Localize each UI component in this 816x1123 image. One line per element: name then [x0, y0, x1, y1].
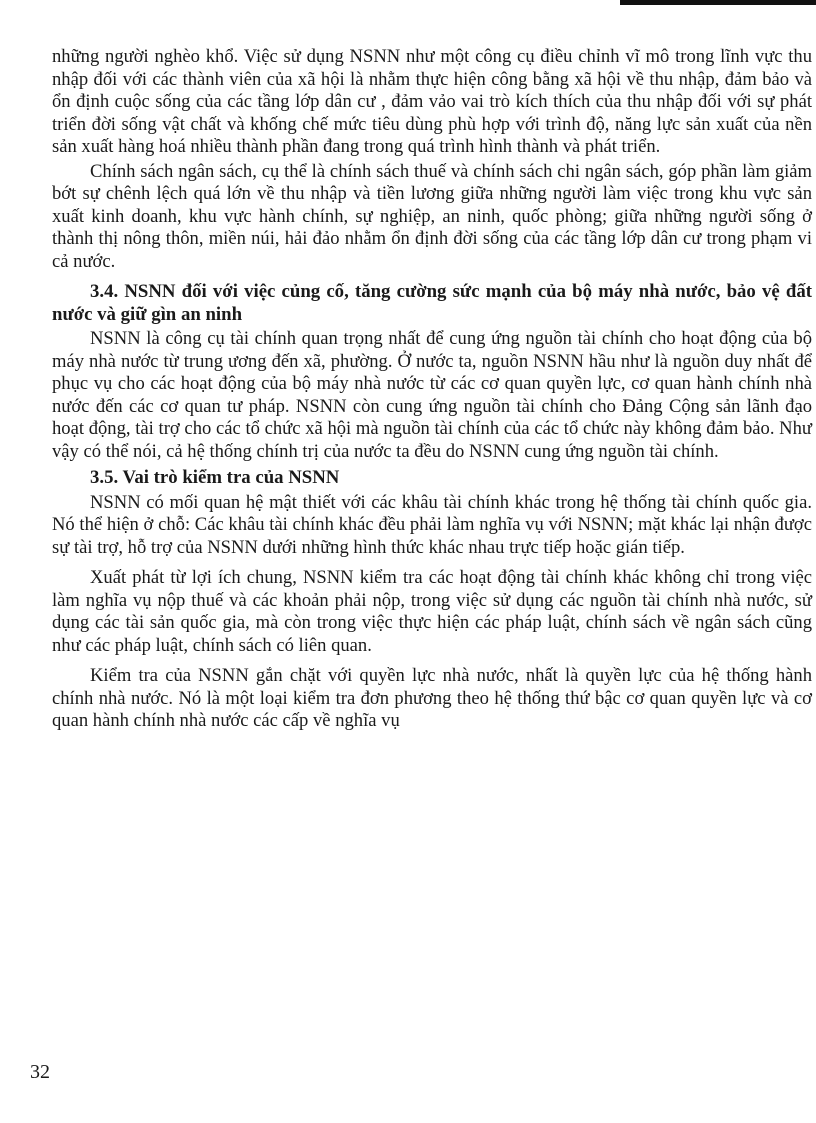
paragraph-common-interest: Xuất phát từ lợi ích chung, NSNN kiểm tra các hoạt động tài chính khác không chỉ trong việc làm nghĩa vụ nộp thuế và các khoản phải nộp, trong việc sử dụng các nguồn tài chính nhà nước, sử dụng các tài sản quốc gia, mà còn trong việc thực hiện các pháp luật, chính sách về ngân sách cũng như các pháp luật, chính sách có liên quan.: [52, 567, 812, 656]
top-edge-rule: [620, 0, 816, 5]
paragraph-budget-policy: Chính sách ngân sách, cụ thể là chính sách thuế và chính sách chi ngân sách, góp phần làm giảm bớt sự chênh lệch quá lớn về thu nhập và tiền lương giữa những người làm việc trong khu vực sản xuất kinh doanh, khu vực hành chính, sự nghiệp, an ninh, quốc phòng; giữa những người sống ở thành thị nông thôn, miền núi, hải đảo nhằm ổn định đời sống của các tầng lớp dân cư trong phạm vi cả nước.: [52, 160, 812, 272]
paragraph-state-apparatus: NSNN là công cụ tài chính quan trọng nhất để cung ứng nguồn tài chính cho hoạt động của bộ máy nhà nước từ trung ương đến xã, phường. Ở nước ta, nguồn NSNN hầu như là nguồn duy nhất để phục vụ cho các hoạt động của bộ máy nhà nước từ các cơ quan quyền lực, cơ quan hành chính nhà nước đến các cơ quan tư pháp. NSNN còn cung ứng nguồn tài chính cho Đảng Cộng sản lãnh đạo hoạt động, tài trợ cho các tổ chức xã hội mà nguồn tài chính của các tổ chức này không đảm bảo. Như vậy có thể nói, cả hệ thống chính trị của nước ta đều do NSNN cung ứng nguồn tài chính.: [52, 328, 812, 462]
section-heading-3-5: 3.5. Vai trò kiểm tra của NSNN: [90, 467, 340, 488]
document-page: [52, 46, 812, 733]
paragraph-relationship: NSNN có mối quan hệ mật thiết với các khâu tài chính khác trong hệ thống tài chính quốc gia. Nó thể hiện ở chỗ: Các khâu tài chính khác đều phải làm nghĩa vụ với NSNN; mặt khác lại nhận được sự tài trợ, hỗ trợ của NSNN dưới những hình thức khác nhau trực tiếp hoặc gián tiếp.: [52, 491, 812, 558]
paragraph-state-power: Kiểm tra của NSNN gắn chặt với quyền lực nhà nước, nhất là quyền lực của hệ thống hành chính nhà nước. Nó là một loại kiểm tra đơn phương theo hệ thống thứ bậc cơ quan quyền lực và cơ quan hành chính nhà nước các cấp về nghĩa vụ: [52, 665, 812, 731]
section-heading-3-4: 3.4. NSNN đối với việc củng cố, tăng cường sức mạnh của bộ máy nhà nước, bảo vệ đất nước và giữ gìn an ninh: [52, 281, 812, 325]
paragraph-continuation: những người nghèo khổ. Việc sử dụng NSNN như một công cụ điều chỉnh vĩ mô trong lĩnh vực thu nhập đối với các thành viên của xã hội là nhằm thực hiện công bằng xã hội về thu nhập, đảm bảo và ổn định cuộc sống của các tầng lớp dân cư , đảm vảo vai trò kích thích của thu nhập đối với sự phát triển đời sống vật chất và khống chế mức tiêu dùng phù hợp với trình độ, năng lực sản xuất của nền sản xuất hàng hoá nhiều thành phần đang trong quá trình hình thành và phát triển.: [52, 46, 812, 157]
page-number: 32: [30, 1061, 50, 1083]
